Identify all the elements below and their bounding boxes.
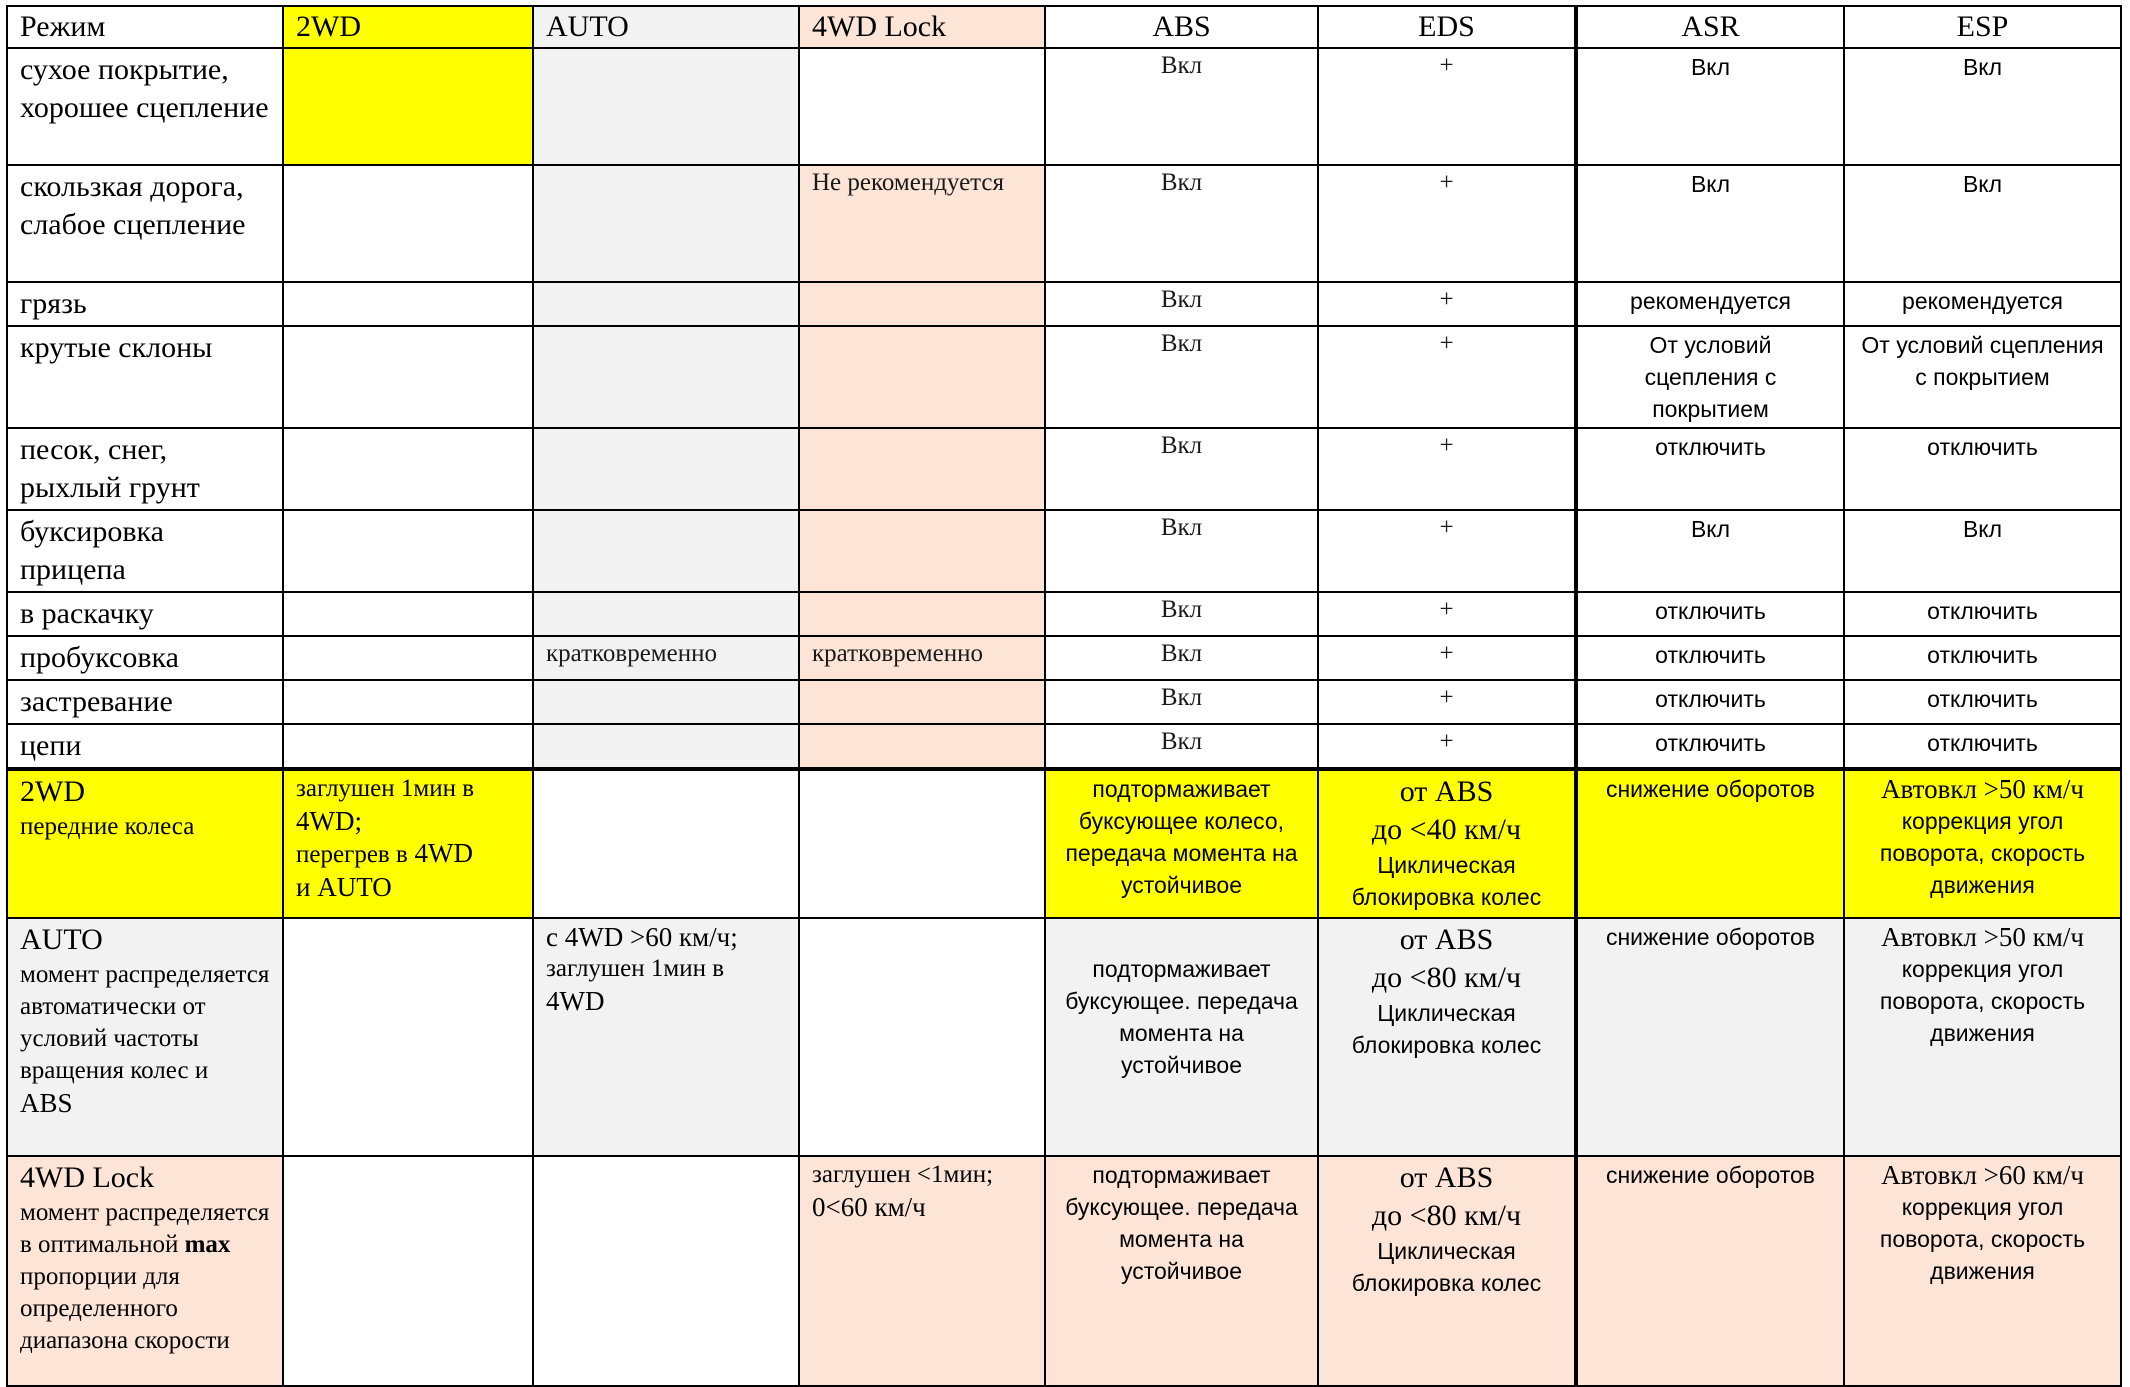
cell-eds: + — [1318, 326, 1576, 428]
cell-auto — [533, 592, 799, 636]
cell-4wd-lock: кратковременно — [799, 636, 1045, 680]
table-row — [7, 592, 2121, 636]
header-4wd-lock: 4WD Lock — [799, 6, 1045, 48]
condition-label: буксировка прицепа — [7, 510, 283, 592]
cell-esp: Вкл — [1844, 510, 2121, 592]
cell-2wd — [283, 1156, 533, 1386]
cell-abs: Вкл — [1045, 165, 1318, 282]
cell-abs: Вкл — [1045, 282, 1318, 326]
cell-4wd-lock — [799, 680, 1045, 724]
condition-label: песок, снег, рыхлый грунт — [7, 428, 283, 510]
cell-auto — [533, 165, 799, 282]
cell-auto — [533, 724, 799, 769]
mode-description-end: ABS — [20, 1088, 73, 1118]
cell-2wd — [283, 282, 533, 326]
header-eds: EDS — [1318, 6, 1576, 48]
header-asr: ASR — [1576, 6, 1844, 48]
cell-asr: От условий сцепления с покрытием — [1576, 326, 1844, 428]
cell-4wd-lock — [799, 724, 1045, 769]
eds-mode: Циклическая блокировка колес — [1351, 1000, 1542, 1058]
eds-from: от ABS — [1399, 775, 1494, 808]
cell-auto — [533, 918, 799, 1156]
condition-label: крутые склоны — [7, 326, 283, 428]
cell-asr: отключить — [1576, 636, 1844, 680]
cell-eds: + — [1318, 510, 1576, 592]
cell-4wd-lock — [799, 510, 1045, 592]
desc-part: пропорции для определенного диапазона скорости — [20, 1263, 230, 1354]
cell-4wd-lock — [799, 326, 1045, 428]
cell-2wd — [283, 918, 533, 1156]
cell-auto — [533, 1156, 799, 1386]
cell-4wd-lock — [799, 918, 1045, 1156]
cell-asr: отключить — [1576, 592, 1844, 636]
cell-eds — [1318, 769, 1576, 918]
cell-asr: снижение оборотов — [1576, 769, 1844, 918]
eds-mode: Циклическая блокировка колес — [1351, 1238, 1542, 1296]
mode-row-4wd-lock — [7, 1156, 2121, 1386]
eds-speed: до <40 км/ч — [1371, 813, 1522, 846]
eds-speed: до <80 км/ч — [1371, 961, 1522, 994]
note-line: заглушен 1мин в — [296, 775, 475, 802]
cell-eds — [1318, 1156, 1576, 1386]
table-row — [7, 724, 2121, 769]
note-line: перегрев в — [296, 841, 408, 868]
cell-asr: отключить — [1576, 680, 1844, 724]
cell-esp: отключить — [1844, 724, 2121, 769]
eds-speed: до <80 км/ч — [1371, 1199, 1522, 1232]
table-row — [7, 510, 2121, 592]
mode-description: передние колеса — [20, 813, 195, 840]
mode-4wd-lock-label — [7, 1156, 283, 1386]
note-line: 4WD — [546, 986, 605, 1016]
cell-asr: рекомендуется — [1576, 282, 1844, 326]
cell-eds: + — [1318, 48, 1576, 165]
header-abs: ABS — [1045, 6, 1318, 48]
cell-esp: Вкл — [1844, 48, 2121, 165]
cell-esp: Вкл — [1844, 165, 2121, 282]
note-line: 4WD; — [296, 806, 362, 836]
cell-eds: + — [1318, 592, 1576, 636]
drive-mode-table — [6, 5, 2122, 1387]
cell-asr: Вкл — [1576, 510, 1844, 592]
cell-eds: + — [1318, 428, 1576, 510]
mode-title: 2WD — [20, 775, 85, 808]
cell-2wd — [283, 769, 533, 918]
cell-eds: + — [1318, 636, 1576, 680]
cell-abs: подтормаживает буксующее. передача момента на устойчивое — [1045, 918, 1318, 1156]
cell-auto — [533, 769, 799, 918]
cell-auto: кратковременно — [533, 636, 799, 680]
cell-auto — [533, 510, 799, 592]
mode-description — [20, 1197, 270, 1357]
cell-eds — [1318, 918, 1576, 1156]
cell-2wd — [283, 326, 533, 428]
cell-2wd — [283, 165, 533, 282]
cell-asr: Вкл — [1576, 48, 1844, 165]
mode-auto-label — [7, 918, 283, 1156]
header-row — [7, 6, 2121, 48]
cell-esp: рекомендуется — [1844, 282, 2121, 326]
cell-abs: подтормаживает буксующее колесо, передача момента на устойчивое — [1045, 769, 1318, 918]
esp-note: коррекция угол поворота, скорость движения — [1879, 956, 2086, 1046]
cell-abs: Вкл — [1045, 724, 1318, 769]
cell-abs: Вкл — [1045, 510, 1318, 592]
note-line: и AUTO — [296, 872, 392, 902]
note-line: 4WD — [414, 838, 474, 868]
mode-row-auto — [7, 918, 2121, 1156]
cell-asr: снижение оборотов — [1576, 918, 1844, 1156]
cell-esp — [1844, 1156, 2121, 1386]
table-row — [7, 165, 2121, 282]
esp-auto: Автовкл >60 км/ч — [1881, 1160, 2084, 1190]
cell-abs: Вкл — [1045, 48, 1318, 165]
cell-4wd-lock: Не рекомендуется — [799, 165, 1045, 282]
cell-2wd — [283, 48, 533, 165]
table-row — [7, 636, 2121, 680]
cell-eds: + — [1318, 680, 1576, 724]
header-2wd: 2WD — [283, 6, 533, 48]
cell-esp — [1844, 918, 2121, 1156]
cell-abs: Вкл — [1045, 428, 1318, 510]
table-row — [7, 680, 2121, 724]
header-esp: ESP — [1844, 6, 2121, 48]
table-row — [7, 428, 2121, 510]
note-line: с 4WD >60 км/ч; — [546, 922, 738, 952]
cell-4wd-lock — [799, 282, 1045, 326]
cell-abs: Вкл — [1045, 680, 1318, 724]
esp-auto: Автовкл >50 км/ч — [1881, 774, 2084, 804]
condition-label: пробуксовка — [7, 636, 283, 680]
cell-eds: + — [1318, 724, 1576, 769]
eds-from: от ABS — [1399, 923, 1494, 956]
cell-esp: отключить — [1844, 592, 2121, 636]
table-row — [7, 282, 2121, 326]
cell-4wd-lock — [799, 592, 1045, 636]
cell-esp: отключить — [1844, 636, 2121, 680]
desc-part: момент распределяется в оптимальной — [20, 1199, 270, 1258]
cell-2wd — [283, 680, 533, 724]
cell-esp: отключить — [1844, 680, 2121, 724]
cell-esp: От условий сцепления с покрытием — [1844, 326, 2121, 428]
cell-esp: отключить — [1844, 428, 2121, 510]
header-mode: Режим — [7, 6, 283, 48]
cell-auto — [533, 428, 799, 510]
mode-title: 4WD Lock — [20, 1161, 155, 1194]
eds-mode: Циклическая блокировка колес — [1351, 852, 1542, 910]
cell-4wd-lock — [799, 48, 1045, 165]
cell-abs: Вкл — [1045, 592, 1318, 636]
condition-label: застревание — [7, 680, 283, 724]
mode-description: момент распределяется автоматически от условий частоты вращения колес и — [20, 961, 270, 1084]
mode-2wd-label — [7, 769, 283, 918]
note-line: 0<60 км/ч — [812, 1192, 926, 1222]
cell-asr: отключить — [1576, 428, 1844, 510]
cell-eds: + — [1318, 165, 1576, 282]
cell-abs: подтормаживает буксующее. передача момента на устойчивое — [1045, 1156, 1318, 1386]
condition-label: цепи — [7, 724, 283, 769]
mode-row-2wd — [7, 769, 2121, 918]
cell-auto — [533, 680, 799, 724]
condition-label: сухое покрытие, хорошее сцепление — [7, 48, 283, 165]
cell-eds: + — [1318, 282, 1576, 326]
cell-abs: Вкл — [1045, 636, 1318, 680]
cell-4wd-lock — [799, 428, 1045, 510]
cell-asr: отключить — [1576, 724, 1844, 769]
cell-esp — [1844, 769, 2121, 918]
cell-2wd — [283, 510, 533, 592]
esp-auto: Автовкл >50 км/ч — [1881, 922, 2084, 952]
cell-asr: снижение оборотов — [1576, 1156, 1844, 1386]
desc-bold: max — [184, 1231, 231, 1258]
cell-2wd — [283, 636, 533, 680]
condition-label: грязь — [7, 282, 283, 326]
condition-label: в раскачку — [7, 592, 283, 636]
cell-2wd — [283, 724, 533, 769]
note-line: заглушен <1мин; — [812, 1161, 994, 1188]
mode-title: AUTO — [20, 923, 103, 956]
table-row — [7, 326, 2121, 428]
cell-abs: Вкл — [1045, 326, 1318, 428]
cell-asr: Вкл — [1576, 165, 1844, 282]
esp-note: коррекция угол поворота, скорость движения — [1879, 808, 2086, 898]
cell-auto — [533, 48, 799, 165]
cell-auto — [533, 326, 799, 428]
cell-auto — [533, 282, 799, 326]
cell-4wd-lock — [799, 769, 1045, 918]
cell-2wd — [283, 428, 533, 510]
cell-4wd-lock — [799, 1156, 1045, 1386]
cell-2wd — [283, 592, 533, 636]
header-auto: AUTO — [533, 6, 799, 48]
esp-note: коррекция угол поворота, скорость движения — [1879, 1194, 2086, 1284]
note-line: заглушен 1мин в — [546, 955, 725, 982]
eds-from: от ABS — [1399, 1161, 1494, 1194]
condition-label: скользкая дорога, слабое сцепление — [7, 165, 283, 282]
table-row — [7, 48, 2121, 165]
